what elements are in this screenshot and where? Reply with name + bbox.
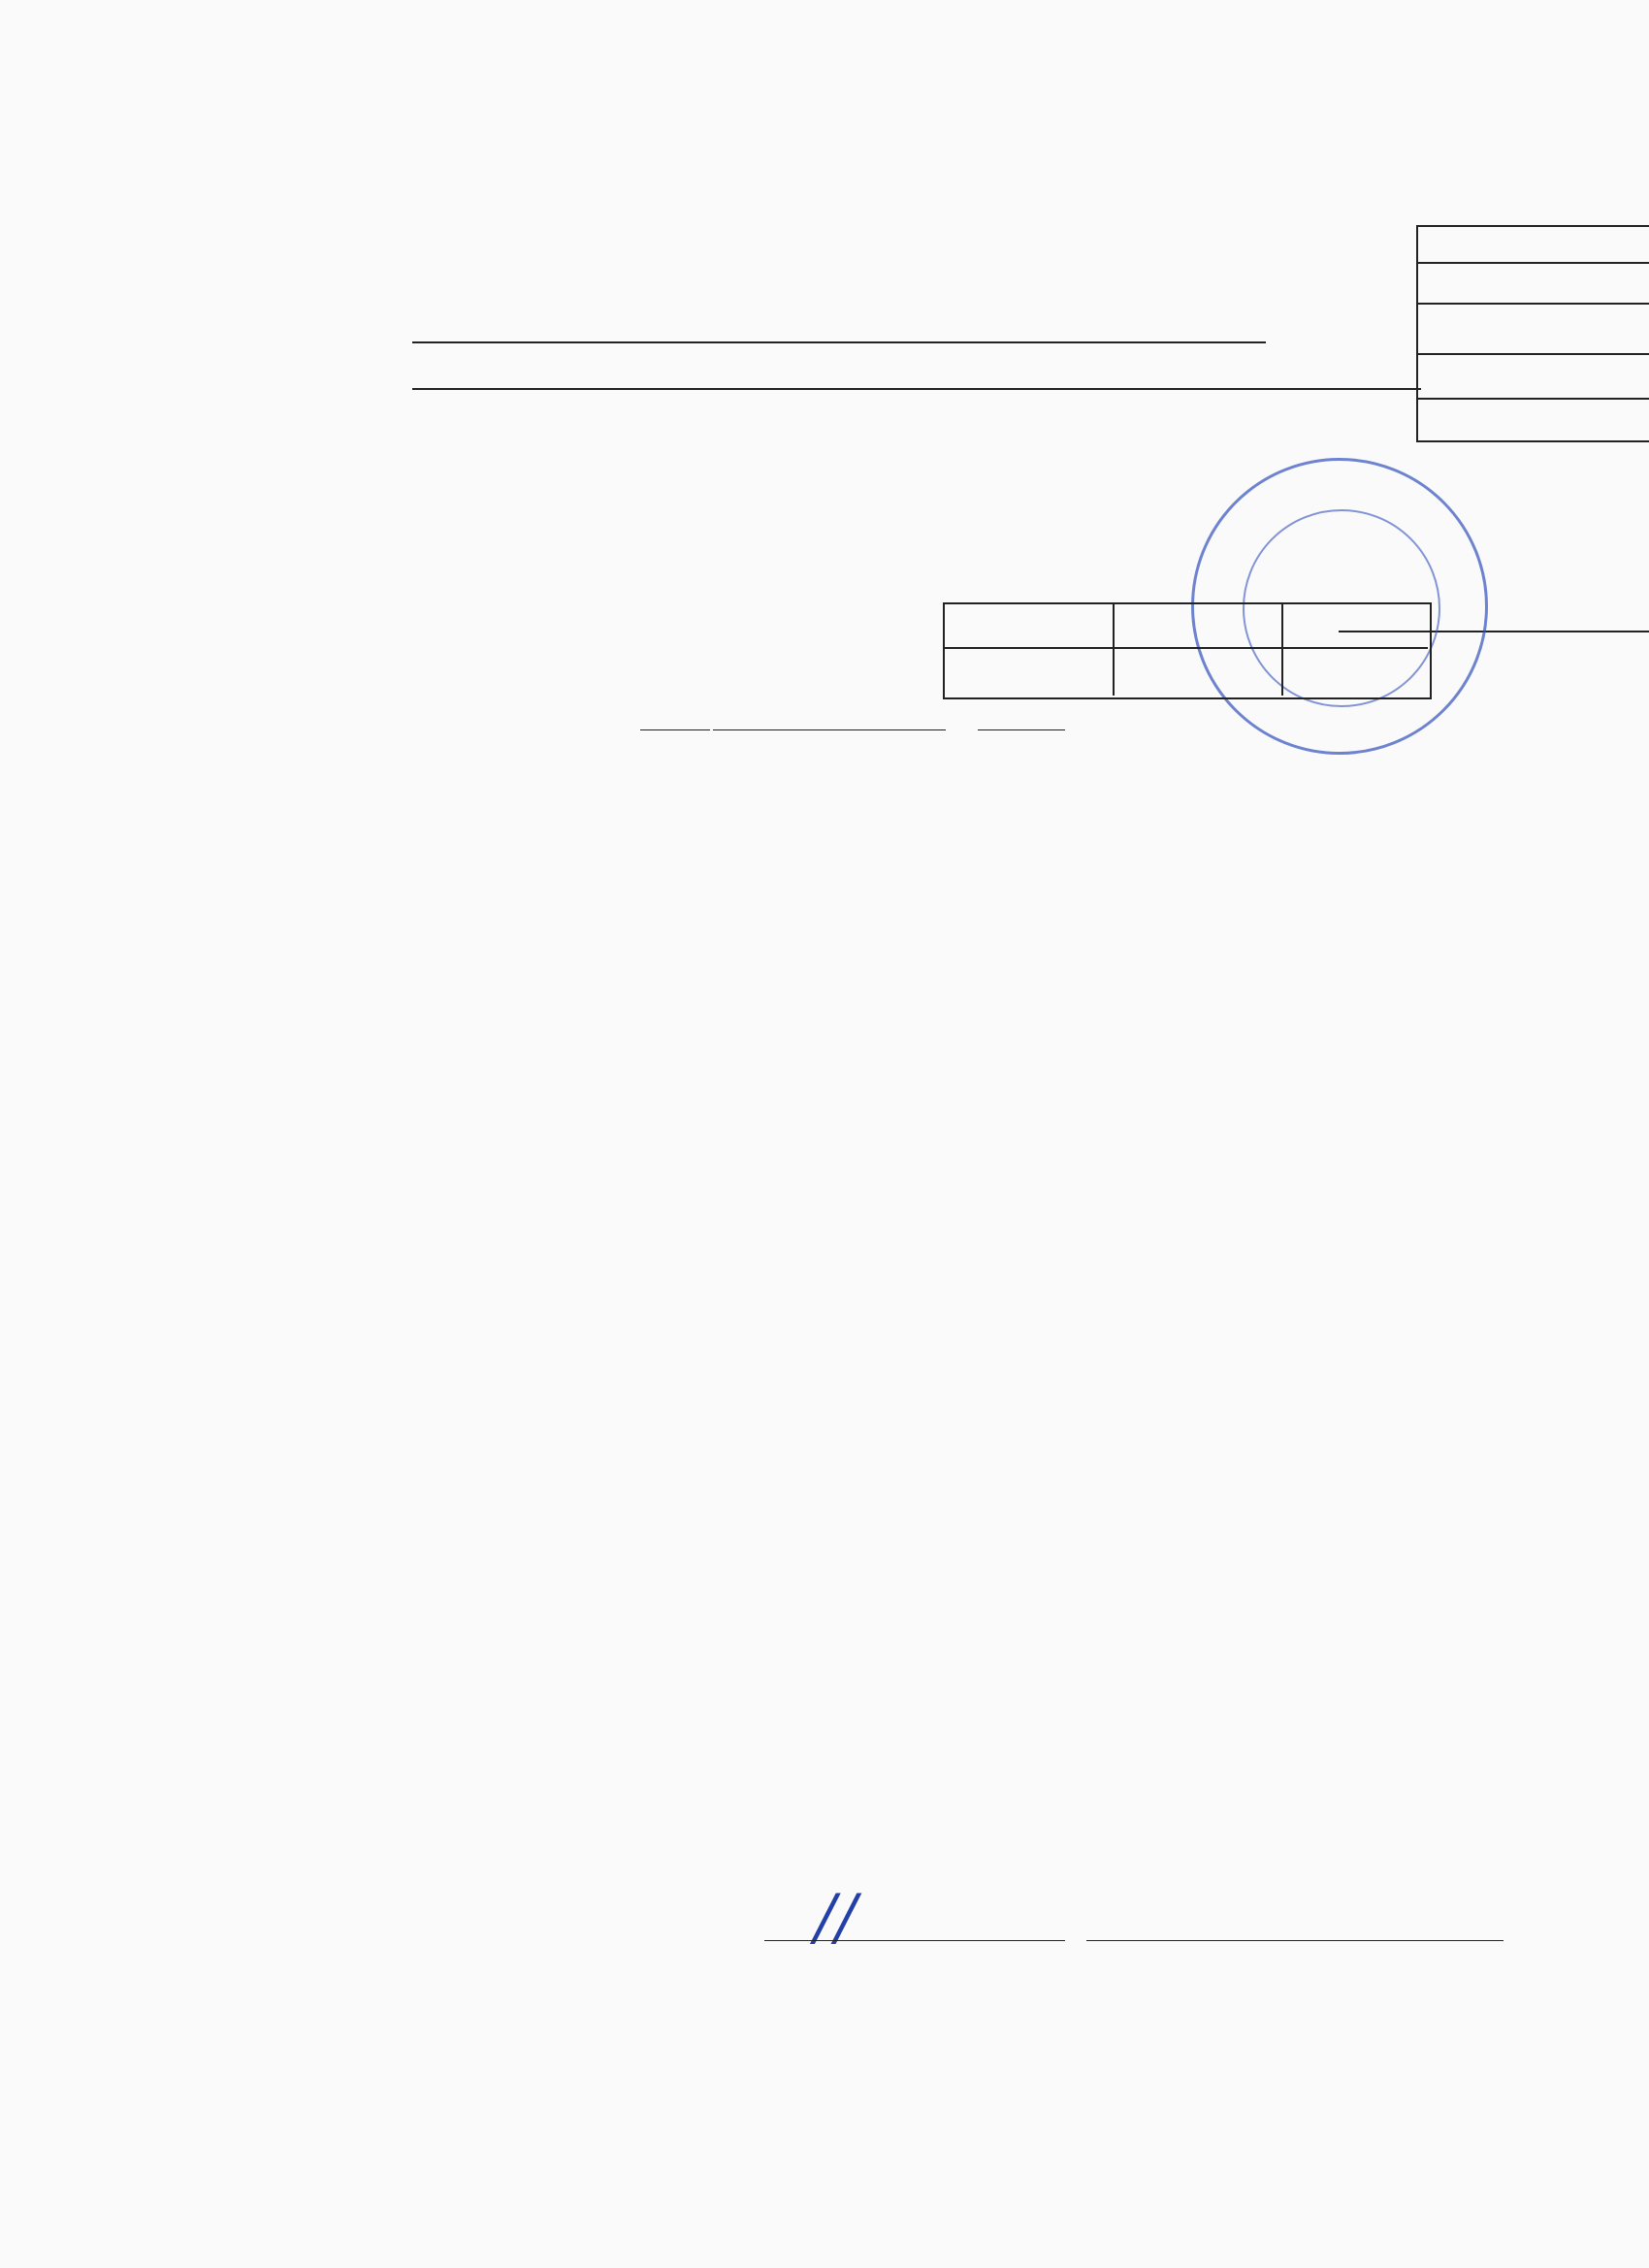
cook-signature-mark: //	[815, 1882, 857, 1954]
